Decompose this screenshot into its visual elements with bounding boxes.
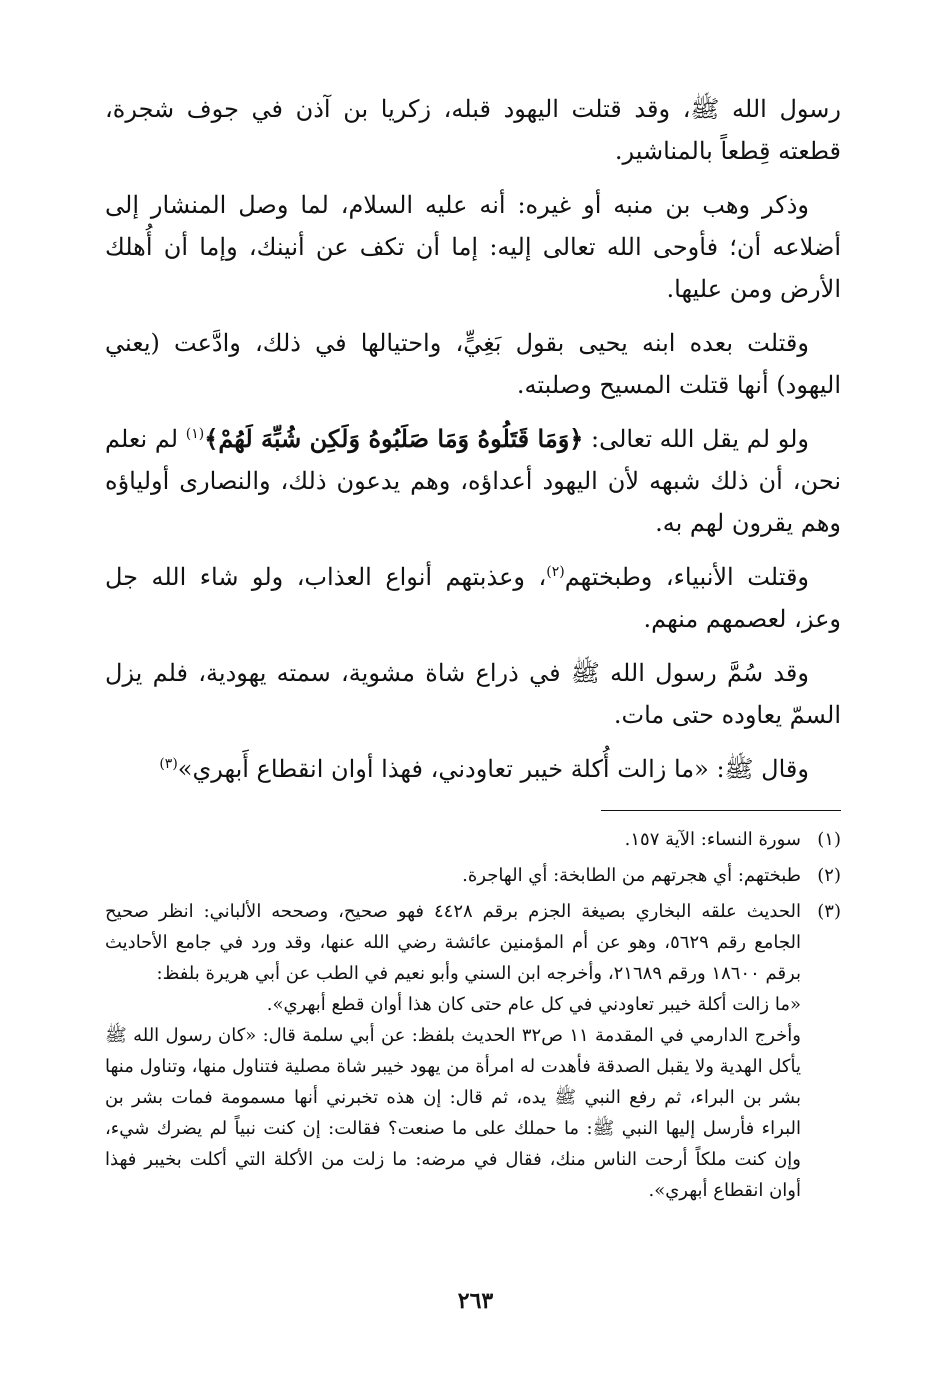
page-number: ٢٦٣ [457, 1288, 494, 1314]
footnote-3-number: (٣) [817, 901, 841, 922]
footnotes [105, 824, 841, 1206]
footnote-1 [105, 824, 841, 855]
footnote-2-body [105, 860, 801, 891]
paragraph-4-before: ولو لم يقل الله تعالى: [583, 425, 810, 453]
paragraph-7-before: وقال ﷺ: «ما زالت أُكلة خيبر تعاودني، فهذا أوان انقطاع أَبهري» [177, 755, 809, 783]
footnote-ref-2: (٢) [546, 564, 565, 580]
paragraph-6 [105, 652, 841, 736]
paragraph-7 [105, 748, 841, 790]
footnote-divider [601, 810, 841, 811]
paragraph-1-text: رسول الله ﷺ، وقد قتلت اليهود قبله، زكريا بن آذن في جوف شجرة، قطعته قِطعاً بالمناشير. [105, 95, 841, 165]
footnote-3 [105, 896, 841, 1206]
footnote-3-line-3: وأخرج الدارمي في المقدمة ١١ ص٣٢ الحديث بلفظ: عن أبي سلمة قال: «كان رسول الله ﷺ يأكل الهدية ولا يقبل الصدقة فأهدت له امرأة من يهود خيبر شاة مصلية فتناول منها، وتناول منها بشر بن البراء، ثم رفع النبي ﷺ يده، ثم قال: إن هذه تخبرني أنها مسمومة فمات بشر بن البراء فأرسل إليها النبي ﷺ: ما حملك على ما صنعت؟ فقالت: إن كنت نبياً لم يضرك شيء، وإن كنت ملكاً أرحت الناس منك، فقال في مرضه: ما زلت من الأكلة التي أكلت بخيبر فهذا أوان انقطاع أبهري». [105, 1025, 802, 1201]
footnote-2 [105, 860, 841, 891]
footnote-1-number: (١) [817, 829, 841, 850]
footnote-ref-1: (١) [185, 426, 205, 442]
footnote-3-line-1: الحديث علقه البخاري بصيغة الجزم برقم ٤٤٢٨ فهو صحيح، وصححه الألباني: انظر صحيح الجامع رقم ٥٦٢٩، وهو عن أم المؤمنين عائشة رضي الله عنها، وقد ورد في جامع الأحاديث برقم ١٨٦٠٠ ورقم ٢١٦٨٩، وأخرجه ابن السني وأبو نعيم في الطب عن أبي هريرة بلفظ: [105, 901, 802, 984]
paragraph-6-text: وقد سُمَّ رسول الله ﷺ في ذراع شاة مشوية، سمته يهودية، فلم يزل السمّ يعاوده حتى مات. [105, 659, 841, 729]
paragraph-5 [105, 556, 841, 640]
main-text [105, 88, 841, 790]
paragraph-4-after: لم نعلم نحن، أن ذلك شبهه لأن اليهود أعداؤه، وهم يدعون ذلك، والنصارى أولياؤه وهم يقرون لهم به. [105, 425, 841, 537]
footnote-2-line: طبختهم: أي هجرتهم من الطابخة: أي الهاجرة. [462, 865, 801, 886]
footnote-1-line: سورة النساء: الآية ١٥٧. [624, 829, 801, 850]
paragraph-2 [105, 184, 841, 310]
paragraph-3-text: وقتلت بعده ابنه يحيى بقول بَغِيٍّ، واحتيالها في ذلك، وادَّعت (يعني اليهود) أنها قتلت المسيح وصلبته. [105, 329, 841, 399]
paragraph-2-text: وذكر وهب بن منبه أو غيره: أنه عليه السلام، لما وصل المنشار إلى أضلاعه أن؛ فأوحى الله تعالى إليه: إما أن تكف عن أنينك، وإما أن أُهلك الأرض ومن عليها. [105, 191, 841, 303]
footnote-1-body [105, 824, 801, 855]
paragraph-5-before: وقتلت الأنبياء، وطبختهم [564, 563, 810, 591]
footnote-3-quote: «ما زالت أكلة خيبر تعاودني في كل عام حتى كان هذا أوان قطع أبهري». [266, 994, 801, 1015]
paragraph-3 [105, 322, 841, 406]
paragraph-1 [105, 88, 841, 172]
footnote-ref-3: (٣) [159, 756, 178, 772]
paragraph-4 [105, 418, 841, 544]
quran-verse: ﴿وَمَا قَتَلُوهُ وَمَا صَلَبُوهُ وَلَكِن شُبِّهَ لَهُمْ﴾ [204, 424, 584, 453]
footnote-3-body [105, 896, 801, 1206]
paragraph-5-after: ، وعذبتهم أنواع العذاب، ولو شاء الله جل وعز، لعصمهم منهم. [105, 563, 841, 633]
footnote-2-number: (٢) [817, 865, 841, 886]
